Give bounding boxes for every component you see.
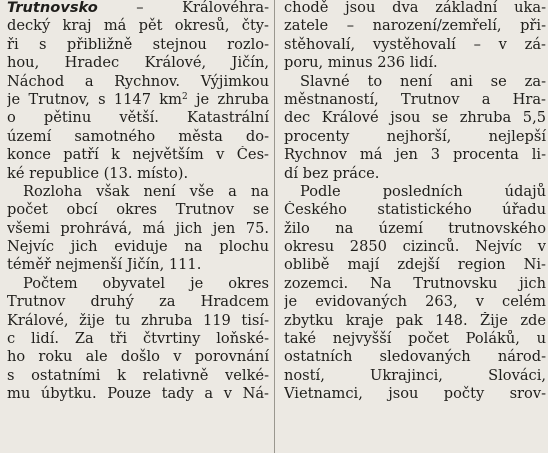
text-line: konce patří k největším v Čes- xyxy=(7,146,269,164)
text-line: dec Králové jsou se zhruba 5,5 xyxy=(284,109,546,127)
text-line: je evidovaných 263, v celém xyxy=(284,293,546,311)
text-line: ké republice (13. místo). xyxy=(7,164,189,182)
text-line: Náchod a Rychnov. Výjimkou xyxy=(7,72,269,90)
text-line: žilo na území trutnovského xyxy=(284,219,546,237)
text-line: počet obcí okres Trutnov se xyxy=(7,201,269,219)
text-line: Rozloha však není vše a na xyxy=(23,182,269,200)
text-line xyxy=(7,0,269,17)
text-line: Počtem obyvatel je okres xyxy=(23,274,269,292)
text-line: c lidí. Za tři čtvrtiny loňské- xyxy=(7,330,269,348)
text-line: ostatních sledovaných národ- xyxy=(284,348,546,366)
text-line: hou, Hradec Králové, Jičín, xyxy=(7,54,269,72)
text-line: území samotného města do- xyxy=(7,127,269,145)
text-line: městnaností, Trutnov a Hra- xyxy=(284,90,546,108)
text-line: všemi prohrává, má jich jen 75. xyxy=(7,219,269,237)
lead-word: Trutnovsko xyxy=(7,0,98,16)
column-divider xyxy=(274,0,275,453)
text-line: Vietnamci, jsou počty srov- xyxy=(284,385,546,403)
article-column-left xyxy=(7,0,269,404)
text-line: Trutnov druhý za Hradcem xyxy=(7,293,269,311)
text-line: Rychnov má jen 3 procenta li- xyxy=(284,146,546,164)
text-line: stěhovalí, vystěhovalí – v zá- xyxy=(284,35,546,53)
text-line: okresu 2850 cizinců. Nejvíc v xyxy=(284,238,546,256)
text-line: téměř nejmenší Jičín, 111. xyxy=(7,256,202,274)
text-line: procenty nejhorší, nejlepší xyxy=(284,127,546,145)
text-line: o pětinu větší. Katastrální xyxy=(7,109,269,127)
text-line: Českého statistického úřadu xyxy=(284,201,546,219)
article-column-right xyxy=(284,0,546,404)
text-line: Králové, žije tu zhruba 119 tisí- xyxy=(7,311,269,329)
text-line: je Trutnov, s 1147 $km^2$ je zhruba xyxy=(7,90,269,108)
text-line: zatele – narození/zemřelí, při- xyxy=(284,17,546,35)
text-line: ři s přibližně stejnou rozlo- xyxy=(7,35,269,53)
text-line: Nejvíc jich eviduje na plochu xyxy=(7,238,269,256)
text-line: decký kraj má pět okresů, čty- xyxy=(7,17,269,35)
text-line: s ostatními k relativně velké- xyxy=(7,366,269,384)
text-line-content: – Královéhra- xyxy=(136,0,269,16)
text-line: poru, minus 236 lidí. xyxy=(284,54,438,72)
text-line: mu úbytku. Pouze tady a v Ná- xyxy=(7,385,269,403)
text-line: oblibě mají zdejší region Ni- xyxy=(284,256,546,274)
text-line: chodě jsou dva základní uka- xyxy=(284,0,546,16)
text-line: zozemci. Na Trutnovsku jich xyxy=(284,274,546,292)
text-line: také nejvyšší počet Poláků, u xyxy=(284,330,546,348)
text-line: ho roku ale došlo v porovnání xyxy=(7,348,269,366)
text-line: ností, Ukrajinci, Slováci, xyxy=(284,366,546,384)
text-line: Slavné to není ani se za- xyxy=(300,72,546,90)
text-line: zbytku kraje pak 148. Žije zde xyxy=(284,311,546,329)
text-line: Podle posledních údajů xyxy=(300,182,546,200)
text-line: dí bez práce. xyxy=(284,164,380,182)
